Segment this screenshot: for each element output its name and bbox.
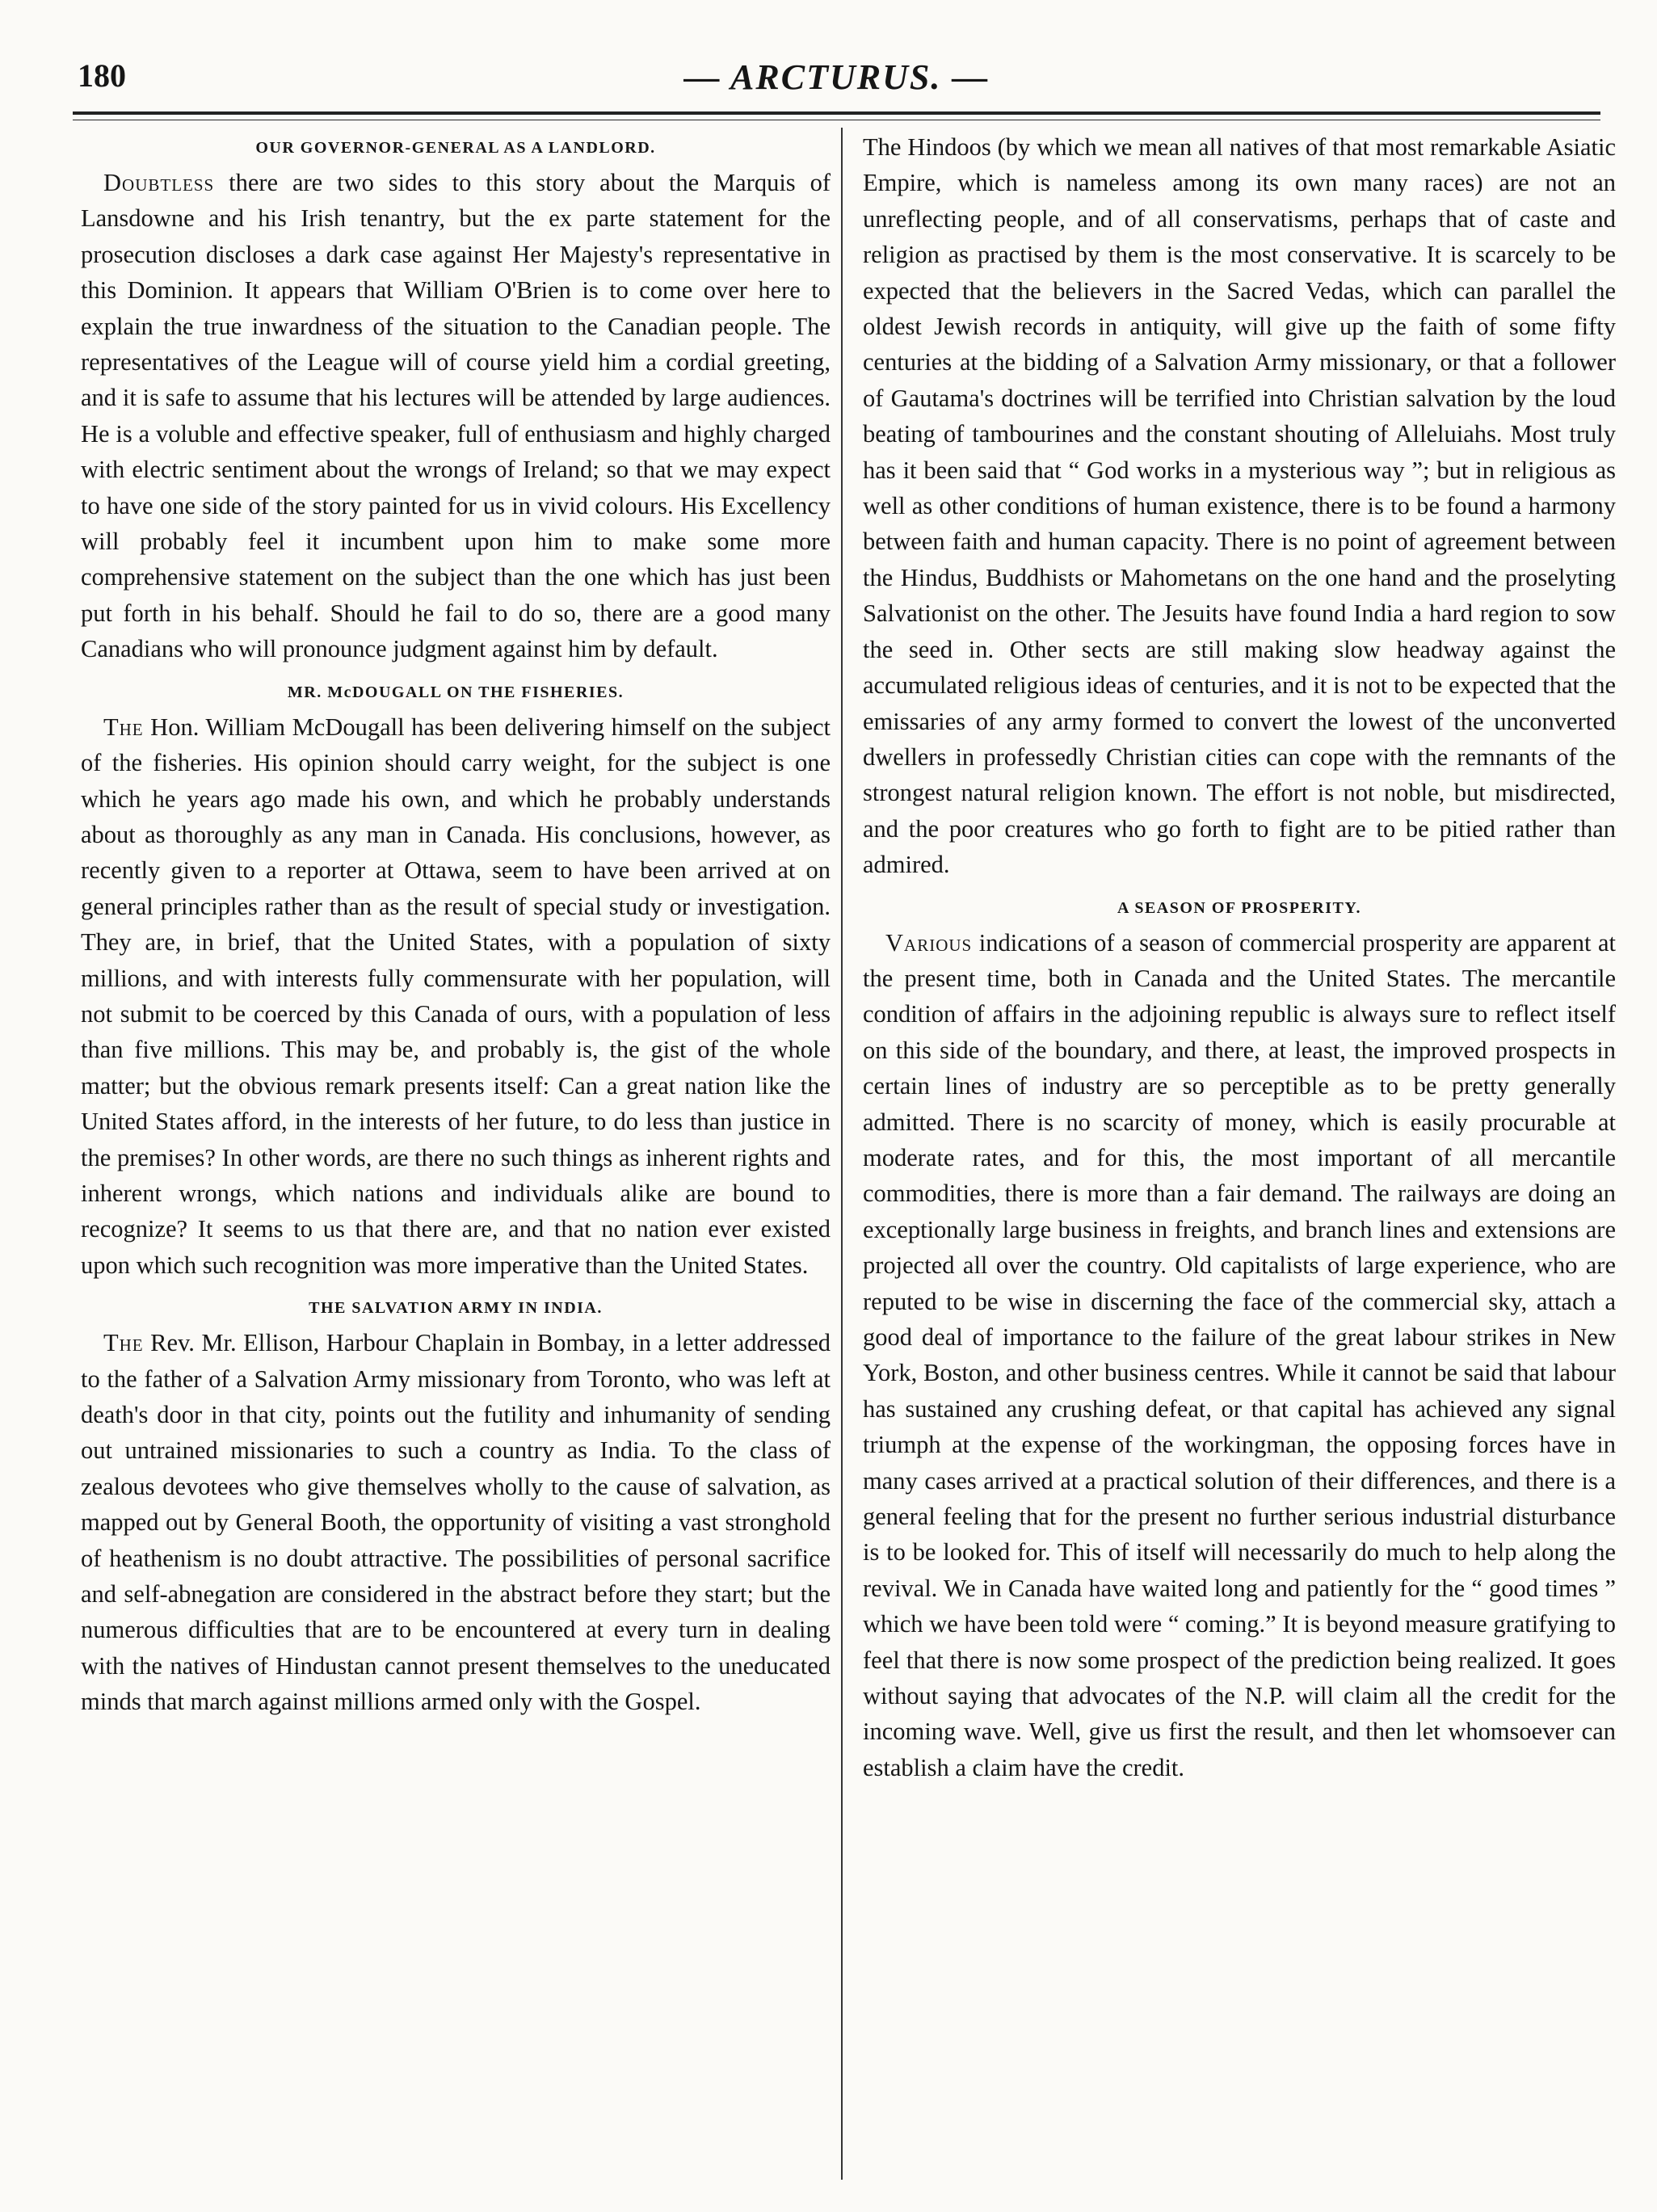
article-prosperity xyxy=(863,891,1616,1786)
paragraph-text: there are two sides to this story about the Marquis of Lansdowne and his Irish tenantry, but the ex parte statement for the prosecution discloses a dark case against Her Majesty's representative in this Dominion. It appears that William O'Brien is to come over here to explain the true inwardness of the situation to the Canadian people. The representatives of the League will of course yield him a cordial greeting, and it is safe to assume that his lectures will be attended by large audiences. He is a voluble and effective speaker, full of enthusiasm and highly charged with electric sentiment about the wrongs of Ireland; so that we may expect to have one side of the story painted for us in vivid colours. His Excellency will probably feel it incumbent upon him to make some more comprehensive statement on the subject than the one which has just been put forth in his behalf. Should he fail to do so, there are a good many Canadians who will pronounce judgment against him by default. xyxy=(81,169,831,663)
page-header xyxy=(73,57,1600,105)
article-paragraph xyxy=(863,925,1616,1786)
lead-word: The xyxy=(103,1329,144,1357)
article-heading: MR. McDOUGALL ON THE FISHERIES. xyxy=(287,683,625,701)
lead-word: Doubtless xyxy=(103,169,215,196)
article-heading: OUR GOVERNOR-GENERAL AS A LANDLORD. xyxy=(255,139,656,157)
article-salvation-army-continued xyxy=(863,129,1616,883)
paragraph-text: indications of a season of commercial prosperity are apparent at the present time, both in Canada and the United States. The mercantile condition of affairs in the adjoining republic is always sure to reflect itself on this side of the boundary, and there, at least, the improved prospects in certain lines of industry are so perceptible as to be pretty generally admitted. There is no scarcity of money, which is easily procurable at moderate rates, and for this, the most important of all mercantile commodities, there is more than a fair demand. The railways are doing an exceptionally large business in freights, and branch lines and extensions are projected all over the country. Old capitalists of large experience, who are reputed to be wise in discerning the face of the commercial sky, attach a good deal of importance to the failure of the great labour strikes in New York, Boston, and other business centres. While it cannot be said that labour has sustained any crushing defeat, or that capital has achieved any signal triumph at the expense of the workingman, the opposing forces have in many cases arrived at a practical solution of their differences, and there is a general feeling that for the present no further serious industrial disturbance is to be looked for. This of itself will necessarily do much to help along the revival. We in Canada have waited long and patiently for the “ good times ” which we have been told were “ coming.” It is beyond measure gratifying to feel that there is now some prospect of the prediction being realized. It goes without saying that advocates of the N.P. will claim all the credit for the incoming wave. Well, give us first the result, and then let whomsoever can establish a claim have the credit. xyxy=(863,928,1616,1781)
article-salvation-army xyxy=(81,1291,831,1719)
paragraph-text: Hon. William McDougall has been delivering himself on the subject of the fisheries. His opinion should carry weight, for the subject is one which he years ago made his own, and which he probably understands about as thoroughly as any man in Canada. His conclusions, however, as recently given to a reporter at Ottawa, seem to have been arrived at on general principles rather than as the result of special study or investigation. They are, in brief, that the United States, with a population of sixty millions, and with interests fully commensurate with her population, will not submit to be coerced by this Canada of ours, with a population of less than five millions. This may be, and probably is, the gist of the whole matter; but the obvious remark presents itself: Can a great nation like the United States afford, in the interests of her future, to do less than justice in the premises? In other words, are there no such things as inherent rights and inherent wrongs, which nations and individuals alike are bound to recognize? It seems to us that there are, and that no nation ever existed upon which such recognition was more imperative than the United States. xyxy=(81,713,831,1279)
article-paragraph xyxy=(81,709,831,1284)
article-paragraph xyxy=(81,1325,831,1719)
left-column xyxy=(81,129,831,1720)
right-column xyxy=(863,129,1616,1785)
column-divider xyxy=(841,128,843,2180)
paragraph-text: Rev. Mr. Ellison, Harbour Chaplain in Bombay, in a letter addressed to the father of a Salvation Army missionary from Toronto, who was left at death's door in that city, points out the futility and inhumanity of sending out untrained missionaries to such a country as India. To the class of zealous devotees who give themselves wholly to the cause of salvation, as mapped out by General Booth, the opportunity of visiting a vast stronghold of heathenism is no doubt attractive. The possibilities of personal sacrifice and self-abnegation are considered in the abstract before they start; but the numerous difficulties that are to be encountered at every turn in dealing with the natives of Hindustan cannot present themselves to the uneducated minds that march against millions armed only with the Gospel. xyxy=(81,1329,831,1716)
lead-word: The xyxy=(103,713,144,741)
page-number: 180 xyxy=(78,57,126,94)
lead-word: Various xyxy=(885,928,973,957)
header-rule-thick xyxy=(73,111,1600,115)
running-title: — ARCTURUS. — xyxy=(683,57,990,97)
article-fisheries xyxy=(81,675,831,1284)
article-heading: A SEASON OF PROSPERITY. xyxy=(1117,898,1361,917)
article-heading: THE SALVATION ARMY IN INDIA. xyxy=(309,1299,603,1318)
article-paragraph xyxy=(81,165,831,667)
article-governor-general xyxy=(81,131,831,667)
article-paragraph-continued: The Hindoos (by which we mean all natives of that most remarkable Asiatic Empire, which is nameless among its own many races) are not an unreflecting people, and of all conservatisms, perhaps that of caste and religion as practised by them is the most conservative. It is scarcely to be expected that the believers in the Sacred Vedas, which can parallel the oldest Jewish records in antiquity, will give up the faith of some fifty centuries at the bidding of a Salvation Army missionary, or that a follower of Gautama's doctrines will be terrified into Christian salvation by the loud beating of tambourines and the constant shouting of Alleluiahs. Most truly has it been said that “ God works in a mysterious way ”; but in religious as well as other conditions of human existence, there is to be found a harmony between faith and human capacity. There is no point of agreement between the Hindus, Buddhists or Mahometans on the one hand and the proselyting Salvationist on the other. The Jesuits have found India a hard region to sow the seed in. Other sects are still making slow headway against the accumulated religious ideas of centuries, and it is not to be expected that the emissaries of any army formed to convert the lowest of the unconverted dwellers in professedly Christian cities can cope with the remnants of the strongest natural religion known. The effort is not noble, but misdirected, and the poor creatures who go forth to fight are to be pitied rather than admired. xyxy=(863,133,1616,879)
